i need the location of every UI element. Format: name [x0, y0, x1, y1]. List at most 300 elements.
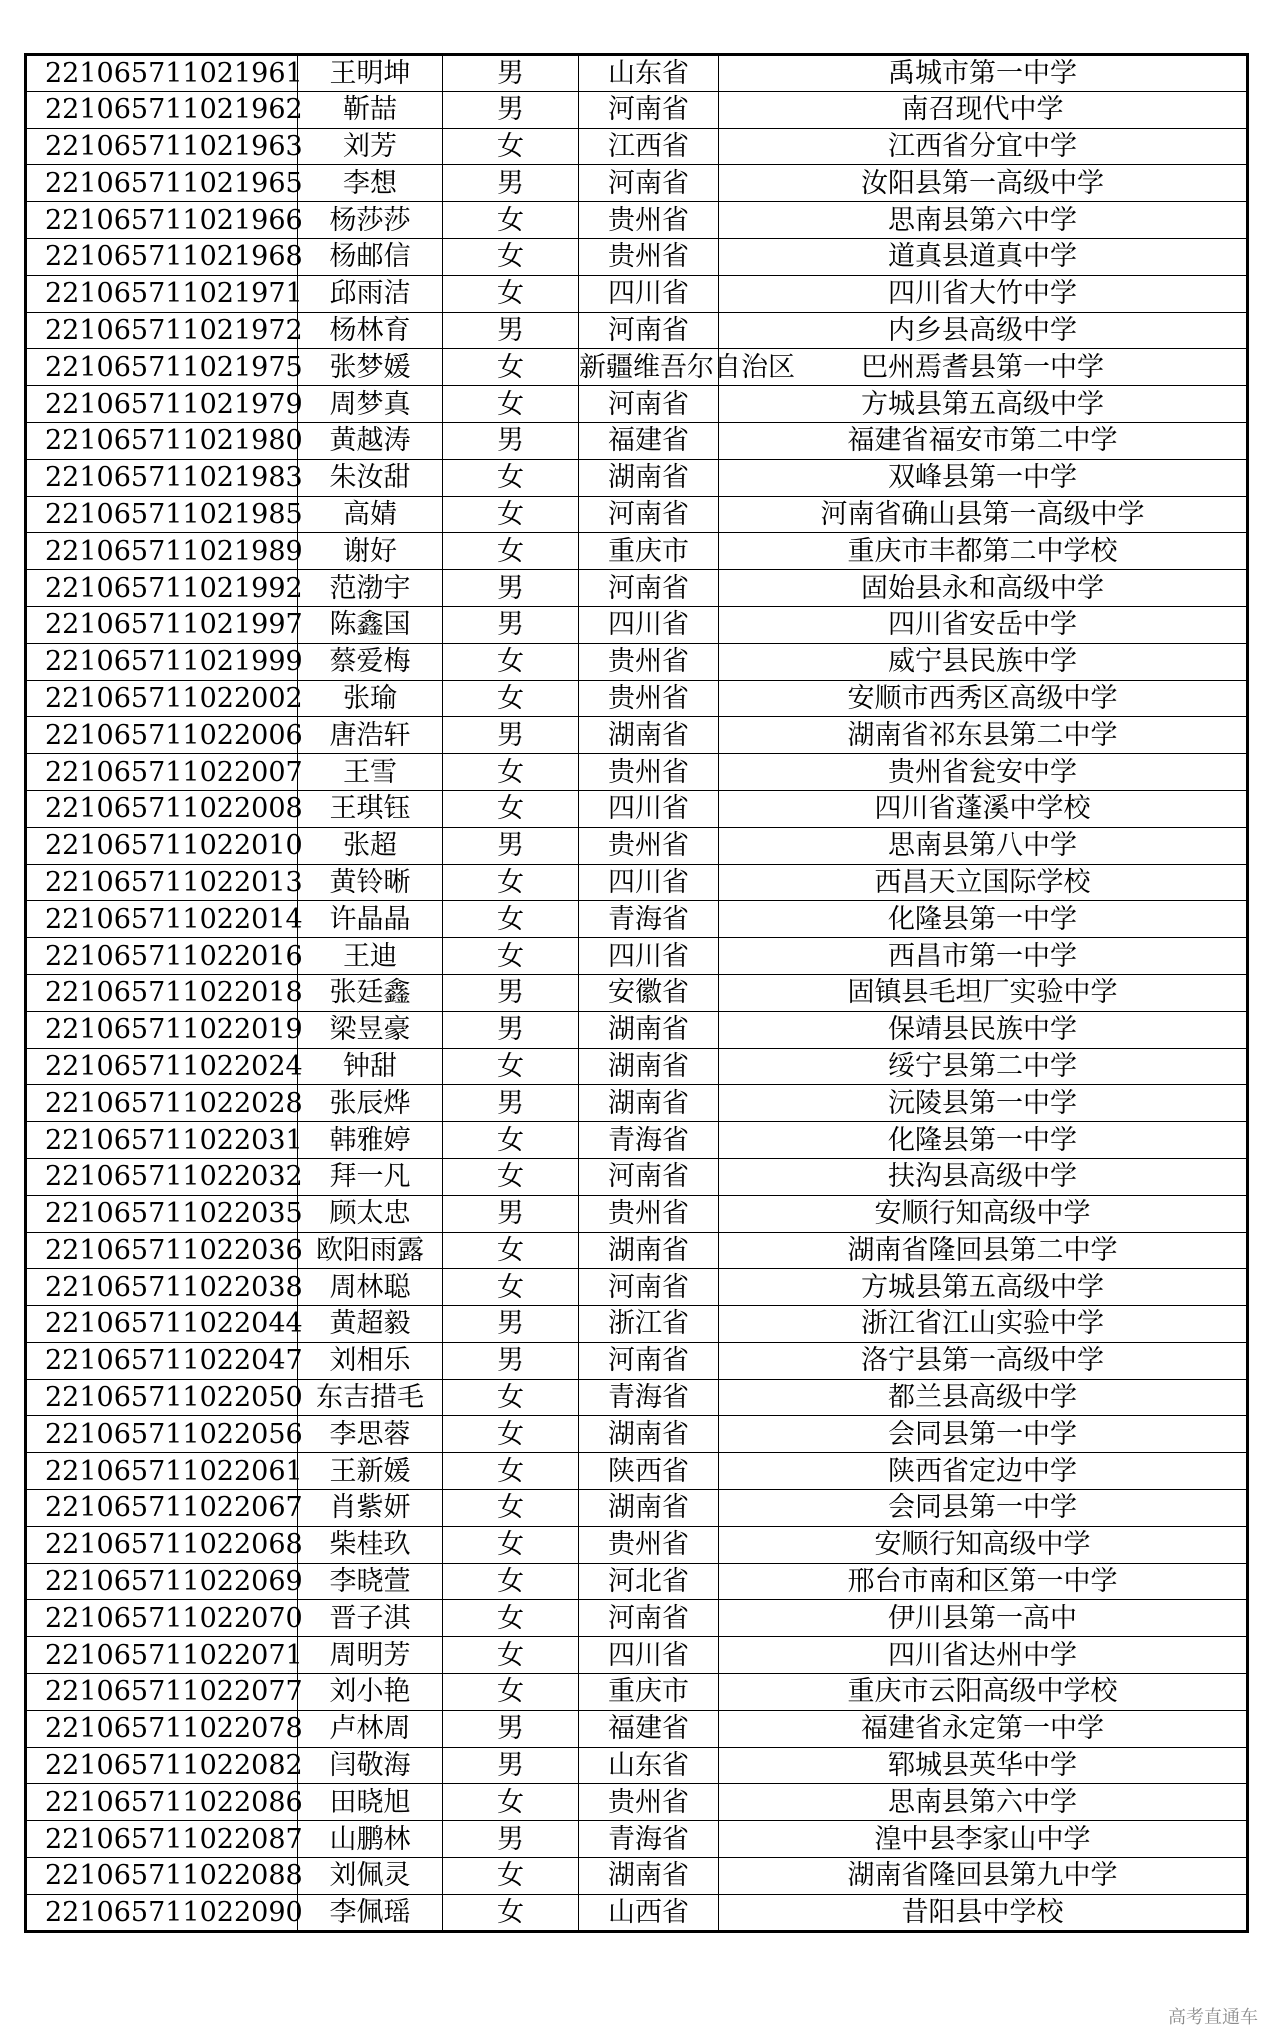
gender-cell: 男: [443, 570, 579, 607]
school-cell: 固始县永和高级中学: [719, 570, 1248, 607]
table-row: [26, 1269, 1248, 1306]
name-cell: 周林聪: [298, 1269, 443, 1306]
gender-cell: 女: [443, 1232, 579, 1269]
name-cell: 拜一凡: [298, 1158, 443, 1195]
school-cell: 南召现代中学: [719, 91, 1248, 128]
gender-cell: 女: [443, 1637, 579, 1674]
gender-cell: 女: [443, 1269, 579, 1306]
table-row: [26, 202, 1248, 239]
school-cell: 禹城市第一中学: [719, 55, 1248, 92]
province-cell: 贵州省: [579, 1526, 719, 1563]
table-row: [26, 1784, 1248, 1821]
table-row: [26, 1379, 1248, 1416]
table-row: [26, 1306, 1248, 1343]
school-cell: 方城县第五高级中学: [719, 386, 1248, 423]
id-cell: 221065711021983: [26, 459, 298, 496]
gender-cell: 女: [443, 1379, 579, 1416]
table-row: [26, 238, 1248, 275]
school-cell: 双峰县第一中学: [719, 459, 1248, 496]
province-cell: 贵州省: [579, 202, 719, 239]
id-cell: 221065711022002: [26, 680, 298, 717]
school-cell: 四川省蓬溪中学校: [719, 790, 1248, 827]
gender-cell: 女: [443, 1894, 579, 1931]
school-cell: 四川省达州中学: [719, 1637, 1248, 1674]
table-row: [26, 422, 1248, 459]
name-cell: 黄铃晰: [298, 864, 443, 901]
gender-cell: 女: [443, 1416, 579, 1453]
name-cell: 闫敬海: [298, 1747, 443, 1784]
name-cell: 王雪: [298, 754, 443, 791]
gender-cell: 女: [443, 275, 579, 312]
id-cell: 221065711021992: [26, 570, 298, 607]
school-cell: 重庆市丰都第二中学校: [719, 533, 1248, 570]
province-cell: 贵州省: [579, 1195, 719, 1232]
gender-cell: 男: [443, 1085, 579, 1122]
school-cell: 陕西省定边中学: [719, 1453, 1248, 1490]
id-cell: 221065711021965: [26, 165, 298, 202]
name-cell: 刘芳: [298, 128, 443, 165]
gender-cell: 男: [443, 1821, 579, 1858]
table-row: [26, 1894, 1248, 1931]
school-cell: 安顺行知高级中学: [719, 1195, 1248, 1232]
school-cell: 汝阳县第一高级中学: [719, 165, 1248, 202]
table-row: [26, 643, 1248, 680]
school-cell: 思南县第八中学: [719, 827, 1248, 864]
province-cell: 河南省: [579, 91, 719, 128]
gender-cell: 男: [443, 1747, 579, 1784]
gender-cell: 女: [443, 128, 579, 165]
province-cell: 贵州省: [579, 238, 719, 275]
gender-cell: 男: [443, 1195, 579, 1232]
province-cell: 陕西省: [579, 1453, 719, 1490]
id-cell: 221065711022038: [26, 1269, 298, 1306]
id-cell: 221065711022036: [26, 1232, 298, 1269]
school-cell: 重庆市云阳高级中学校: [719, 1674, 1248, 1711]
gender-cell: 女: [443, 496, 579, 533]
name-cell: 许晶晶: [298, 901, 443, 938]
school-cell: 沅陵县第一中学: [719, 1085, 1248, 1122]
name-cell: 高婧: [298, 496, 443, 533]
name-cell: 靳喆: [298, 91, 443, 128]
name-cell: 李晓萱: [298, 1563, 443, 1600]
table-row: [26, 1048, 1248, 1085]
roster-body: [26, 55, 1248, 1932]
table-row: [26, 1085, 1248, 1122]
province-cell: 河南省: [579, 1158, 719, 1195]
school-cell: 湟中县李家山中学: [719, 1821, 1248, 1858]
school-cell: 郓城县英华中学: [719, 1747, 1248, 1784]
province-cell: 重庆市: [579, 533, 719, 570]
table-row: [26, 533, 1248, 570]
id-cell: 221065711022056: [26, 1416, 298, 1453]
gender-cell: 女: [443, 1784, 579, 1821]
table-row: [26, 1563, 1248, 1600]
name-cell: 山鹏林: [298, 1821, 443, 1858]
id-cell: 221065711022090: [26, 1894, 298, 1931]
province-cell: 贵州省: [579, 680, 719, 717]
gender-cell: 女: [443, 1048, 579, 1085]
school-cell: 都兰县高级中学: [719, 1379, 1248, 1416]
province-cell: 贵州省: [579, 827, 719, 864]
school-cell: 威宁县民族中学: [719, 643, 1248, 680]
id-cell: 221065711022018: [26, 974, 298, 1011]
gender-cell: 女: [443, 938, 579, 975]
gender-cell: 女: [443, 459, 579, 496]
name-cell: 黄越涛: [298, 422, 443, 459]
school-cell: 福建省永定第一中学: [719, 1710, 1248, 1747]
school-cell: 巴州焉耆县第一中学: [719, 349, 1248, 386]
province-cell: 湖南省: [579, 1490, 719, 1527]
name-cell: 朱汝甜: [298, 459, 443, 496]
gender-cell: 男: [443, 55, 579, 92]
name-cell: 周明芳: [298, 1637, 443, 1674]
name-cell: 顾太忠: [298, 1195, 443, 1232]
table-row: [26, 754, 1248, 791]
table-row: [26, 864, 1248, 901]
id-cell: 221065711022082: [26, 1747, 298, 1784]
name-cell: 李想: [298, 165, 443, 202]
gender-cell: 女: [443, 1526, 579, 1563]
roster-table: [24, 53, 1249, 1933]
gender-cell: 女: [443, 533, 579, 570]
table-row: [26, 1490, 1248, 1527]
name-cell: 王迪: [298, 938, 443, 975]
gender-cell: 女: [443, 901, 579, 938]
gender-cell: 男: [443, 312, 579, 349]
id-cell: 221065711022077: [26, 1674, 298, 1711]
province-cell: 安徽省: [579, 974, 719, 1011]
school-cell: 河南省确山县第一高级中学: [719, 496, 1248, 533]
name-cell: 张辰烨: [298, 1085, 443, 1122]
id-cell: 221065711021963: [26, 128, 298, 165]
id-cell: 221065711022087: [26, 1821, 298, 1858]
school-cell: 方城县第五高级中学: [719, 1269, 1248, 1306]
table-row: [26, 165, 1248, 202]
table-row: [26, 680, 1248, 717]
name-cell: 韩雅婷: [298, 1122, 443, 1159]
school-cell: 湖南省祁东县第二中学: [719, 717, 1248, 754]
table-row: [26, 1122, 1248, 1159]
gender-cell: 男: [443, 1306, 579, 1343]
table-row: [26, 349, 1248, 386]
table-row: [26, 1821, 1248, 1858]
gender-cell: 男: [443, 974, 579, 1011]
table-row: [26, 1637, 1248, 1674]
province-cell: 青海省: [579, 901, 719, 938]
gender-cell: 男: [443, 91, 579, 128]
id-cell: 221065711022088: [26, 1858, 298, 1895]
province-cell: 湖南省: [579, 1085, 719, 1122]
name-cell: 梁昱豪: [298, 1011, 443, 1048]
table-row: [26, 1416, 1248, 1453]
name-cell: 张超: [298, 827, 443, 864]
id-cell: 221065711022024: [26, 1048, 298, 1085]
province-cell: 山东省: [579, 55, 719, 92]
name-cell: 王琪钰: [298, 790, 443, 827]
gender-cell: 女: [443, 238, 579, 275]
school-cell: 浙江省江山实验中学: [719, 1306, 1248, 1343]
school-cell: 扶沟县高级中学: [719, 1158, 1248, 1195]
school-cell: 西昌天立国际学校: [719, 864, 1248, 901]
gender-cell: 女: [443, 790, 579, 827]
school-cell: 福建省福安市第二中学: [719, 422, 1248, 459]
id-cell: 221065711022006: [26, 717, 298, 754]
school-cell: 绥宁县第二中学: [719, 1048, 1248, 1085]
id-cell: 221065711021971: [26, 275, 298, 312]
roster-sheet: [24, 53, 1246, 1933]
gender-cell: 男: [443, 827, 579, 864]
gender-cell: 女: [443, 1453, 579, 1490]
gender-cell: 女: [443, 1490, 579, 1527]
school-cell: 邢台市南和区第一中学: [719, 1563, 1248, 1600]
gender-cell: 女: [443, 202, 579, 239]
name-cell: 刘小艳: [298, 1674, 443, 1711]
name-cell: 李思蓉: [298, 1416, 443, 1453]
id-cell: 221065711022008: [26, 790, 298, 827]
gender-cell: 女: [443, 864, 579, 901]
name-cell: 唐浩轩: [298, 717, 443, 754]
name-cell: 谢好: [298, 533, 443, 570]
name-cell: 张瑜: [298, 680, 443, 717]
province-cell: 贵州省: [579, 643, 719, 680]
province-cell: 河南省: [579, 386, 719, 423]
province-cell: 山东省: [579, 1747, 719, 1784]
table-row: [26, 459, 1248, 496]
school-cell: 安顺行知高级中学: [719, 1526, 1248, 1563]
province-cell: 福建省: [579, 422, 719, 459]
id-cell: 221065711022031: [26, 1122, 298, 1159]
province-cell: 江西省: [579, 128, 719, 165]
id-cell: 221065711022032: [26, 1158, 298, 1195]
table-row: [26, 974, 1248, 1011]
name-cell: 钟甜: [298, 1048, 443, 1085]
name-cell: 田晓旭: [298, 1784, 443, 1821]
id-cell: 221065711022013: [26, 864, 298, 901]
gender-cell: 女: [443, 680, 579, 717]
school-cell: 内乡县高级中学: [719, 312, 1248, 349]
name-cell: 杨林育: [298, 312, 443, 349]
province-cell: 河北省: [579, 1563, 719, 1600]
id-cell: 221065711021968: [26, 238, 298, 275]
id-cell: 221065711022010: [26, 827, 298, 864]
gender-cell: 女: [443, 643, 579, 680]
school-cell: 安顺市西秀区高级中学: [719, 680, 1248, 717]
gender-cell: 男: [443, 717, 579, 754]
id-cell: 221065711022068: [26, 1526, 298, 1563]
table-row: [26, 128, 1248, 165]
province-cell: 青海省: [579, 1379, 719, 1416]
name-cell: 黄超毅: [298, 1306, 443, 1343]
province-cell: 青海省: [579, 1122, 719, 1159]
school-cell: 思南县第六中学: [719, 1784, 1248, 1821]
province-cell: 青海省: [579, 1821, 719, 1858]
id-cell: 221065711022007: [26, 754, 298, 791]
province-cell: 河南省: [579, 312, 719, 349]
province-cell: 贵州省: [579, 1784, 719, 1821]
province-cell: 山西省: [579, 1894, 719, 1931]
name-cell: 晋子淇: [298, 1600, 443, 1637]
gender-cell: 女: [443, 1600, 579, 1637]
table-row: [26, 1526, 1248, 1563]
school-cell: 保靖县民族中学: [719, 1011, 1248, 1048]
id-cell: 221065711022019: [26, 1011, 298, 1048]
table-row: [26, 1342, 1248, 1379]
school-cell: 昔阳县中学校: [719, 1894, 1248, 1931]
id-cell: 221065711022067: [26, 1490, 298, 1527]
gender-cell: 女: [443, 1563, 579, 1600]
id-cell: 221065711022086: [26, 1784, 298, 1821]
gender-cell: 女: [443, 1158, 579, 1195]
province-cell: 四川省: [579, 1637, 719, 1674]
school-cell: 会同县第一中学: [719, 1416, 1248, 1453]
id-cell: 221065711022050: [26, 1379, 298, 1416]
table-row: [26, 1195, 1248, 1232]
id-cell: 221065711022016: [26, 938, 298, 975]
name-cell: 范渤宇: [298, 570, 443, 607]
table-row: [26, 1232, 1248, 1269]
gender-cell: 女: [443, 1122, 579, 1159]
school-cell: 道真县道真中学: [719, 238, 1248, 275]
school-cell: 湖南省隆回县第九中学: [719, 1858, 1248, 1895]
name-cell: 张廷鑫: [298, 974, 443, 1011]
province-cell: 湖南省: [579, 1048, 719, 1085]
name-cell: 蔡爱梅: [298, 643, 443, 680]
gender-cell: 女: [443, 1858, 579, 1895]
id-cell: 221065711022035: [26, 1195, 298, 1232]
province-cell: 四川省: [579, 790, 719, 827]
name-cell: 肖紫妍: [298, 1490, 443, 1527]
name-cell: 柴桂玖: [298, 1526, 443, 1563]
name-cell: 杨邮信: [298, 238, 443, 275]
id-cell: 221065711022071: [26, 1637, 298, 1674]
table-row: [26, 1674, 1248, 1711]
id-cell: 221065711021962: [26, 91, 298, 128]
id-cell: 221065711021972: [26, 312, 298, 349]
gender-cell: 男: [443, 606, 579, 643]
table-row: [26, 938, 1248, 975]
table-row: [26, 312, 1248, 349]
table-row: [26, 1858, 1248, 1895]
gender-cell: 男: [443, 1710, 579, 1747]
school-cell: 化隆县第一中学: [719, 901, 1248, 938]
name-cell: 周梦真: [298, 386, 443, 423]
gender-cell: 男: [443, 422, 579, 459]
province-cell: 河南省: [579, 1269, 719, 1306]
school-cell: 洛宁县第一高级中学: [719, 1342, 1248, 1379]
id-cell: 221065711022047: [26, 1342, 298, 1379]
school-cell: 湖南省隆回县第二中学: [719, 1232, 1248, 1269]
table-row: [26, 1747, 1248, 1784]
school-cell: 会同县第一中学: [719, 1490, 1248, 1527]
id-cell: 221065711021961: [26, 55, 298, 92]
id-cell: 221065711022070: [26, 1600, 298, 1637]
name-cell: 刘佩灵: [298, 1858, 443, 1895]
name-cell: 邱雨洁: [298, 275, 443, 312]
table-row: [26, 901, 1248, 938]
name-cell: 卢林周: [298, 1710, 443, 1747]
province-cell: 四川省: [579, 864, 719, 901]
school-cell: 伊川县第一高中: [719, 1600, 1248, 1637]
table-row: [26, 717, 1248, 754]
province-cell: 河南省: [579, 570, 719, 607]
province-cell: 河南省: [579, 496, 719, 533]
school-cell: 四川省大竹中学: [719, 275, 1248, 312]
name-cell: 李佩瑶: [298, 1894, 443, 1931]
province-cell: 新疆维吾尔自治区: [579, 349, 719, 386]
province-cell: 四川省: [579, 275, 719, 312]
school-cell: 固镇县毛坦厂实验中学: [719, 974, 1248, 1011]
table-row: [26, 827, 1248, 864]
table-row: [26, 570, 1248, 607]
school-cell: 西昌市第一中学: [719, 938, 1248, 975]
id-cell: 221065711021999: [26, 643, 298, 680]
table-row: [26, 1158, 1248, 1195]
school-cell: 四川省安岳中学: [719, 606, 1248, 643]
id-cell: 221065711021975: [26, 349, 298, 386]
gender-cell: 男: [443, 1342, 579, 1379]
name-cell: 欧阳雨露: [298, 1232, 443, 1269]
province-cell: 湖南省: [579, 459, 719, 496]
table-row: [26, 496, 1248, 533]
name-cell: 张梦媛: [298, 349, 443, 386]
name-cell: 东吉措毛: [298, 1379, 443, 1416]
id-cell: 221065711021985: [26, 496, 298, 533]
id-cell: 221065711021966: [26, 202, 298, 239]
province-cell: 四川省: [579, 938, 719, 975]
province-cell: 湖南省: [579, 1416, 719, 1453]
province-cell: 浙江省: [579, 1306, 719, 1343]
province-cell: 四川省: [579, 606, 719, 643]
id-cell: 221065711022044: [26, 1306, 298, 1343]
name-cell: 陈鑫国: [298, 606, 443, 643]
province-cell: 湖南省: [579, 1858, 719, 1895]
school-cell: 江西省分宜中学: [719, 128, 1248, 165]
table-row: [26, 91, 1248, 128]
gender-cell: 女: [443, 349, 579, 386]
name-cell: 王新媛: [298, 1453, 443, 1490]
province-cell: 湖南省: [579, 1011, 719, 1048]
province-cell: 湖南省: [579, 717, 719, 754]
name-cell: 杨莎莎: [298, 202, 443, 239]
gender-cell: 男: [443, 1011, 579, 1048]
id-cell: 221065711022069: [26, 1563, 298, 1600]
table-row: [26, 790, 1248, 827]
school-cell: 思南县第六中学: [719, 202, 1248, 239]
province-cell: 河南省: [579, 1342, 719, 1379]
table-row: [26, 1600, 1248, 1637]
id-cell: 221065711021979: [26, 386, 298, 423]
id-cell: 221065711022014: [26, 901, 298, 938]
province-cell: 贵州省: [579, 754, 719, 791]
province-cell: 重庆市: [579, 1674, 719, 1711]
id-cell: 221065711021980: [26, 422, 298, 459]
id-cell: 221065711022078: [26, 1710, 298, 1747]
table-row: [26, 1710, 1248, 1747]
id-cell: 221065711021997: [26, 606, 298, 643]
name-cell: 刘相乐: [298, 1342, 443, 1379]
id-cell: 221065711021989: [26, 533, 298, 570]
province-cell: 河南省: [579, 1600, 719, 1637]
school-cell: 贵州省瓮安中学: [719, 754, 1248, 791]
gender-cell: 女: [443, 1674, 579, 1711]
table-row: [26, 386, 1248, 423]
school-cell: 化隆县第一中学: [719, 1122, 1248, 1159]
id-cell: 221065711022028: [26, 1085, 298, 1122]
name-cell: 王明坤: [298, 55, 443, 92]
province-cell: 湖南省: [579, 1232, 719, 1269]
province-cell: 河南省: [579, 165, 719, 202]
gender-cell: 女: [443, 754, 579, 791]
